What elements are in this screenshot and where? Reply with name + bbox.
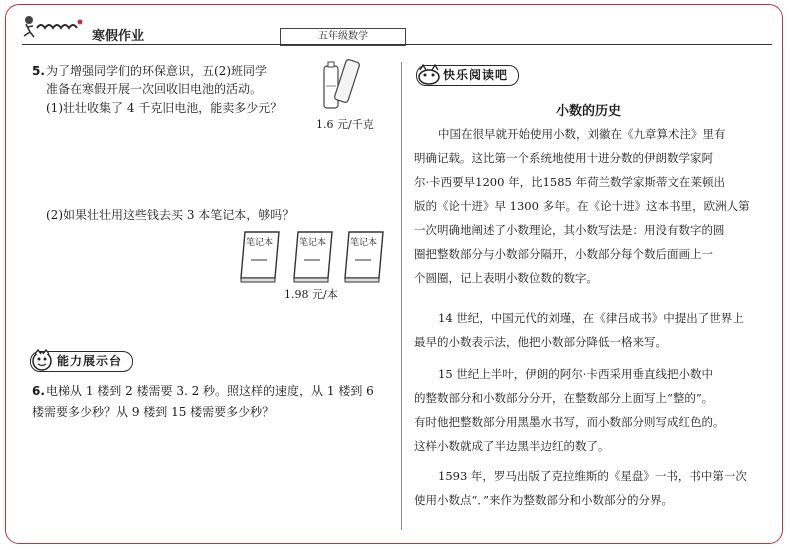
section-badge-reading xyxy=(416,65,519,86)
battery-price: 1.6 元/千克 xyxy=(316,118,374,131)
q6-line1: 电梯从 1 楼到 2 楼需要 3. 2 秒。照这样的速度，从 1 楼到 6 xyxy=(46,384,374,398)
battery-icon xyxy=(320,56,364,112)
article-paragraph-4 xyxy=(414,464,778,512)
notebook-label-1: 笔记本 xyxy=(246,238,274,248)
article-line: 14 世纪，中国元代的刘瑾，在《律吕成书》中提出了世界上 xyxy=(438,311,744,325)
article-line: 15 世纪上半叶，伊朗的阿尔·卡西采用垂直线把小数中 xyxy=(438,367,713,381)
article-paragraph-3 xyxy=(414,362,778,458)
article-line: 尔·卡西要早1200 年，比1585 年荷兰数学家斯蒂文在莱顿出 xyxy=(414,175,725,189)
article-line: 中国在很早就开始使用小数，刘徽在《九章算术注》里有 xyxy=(438,127,726,141)
article-line: 这样小数就成了半边黑半边红的数了。 xyxy=(414,439,610,453)
article-line: 使用小数点“．”来作为整数部分和小数部分的分界。 xyxy=(414,493,674,507)
notebook-price: 1.98 元/本 xyxy=(284,288,338,301)
q5-line2: 准备在寒假开展一次回收旧电池的活动。 xyxy=(46,82,263,96)
article-paragraph-2 xyxy=(414,306,778,354)
notebook-label-2: 笔记本 xyxy=(299,238,327,248)
article-paragraph-1 xyxy=(414,122,778,290)
article-line: 个圆圈，记上表明小数位数的数字。 xyxy=(414,271,598,285)
q5-line1: 为了增强同学们的环保意识，五(2)班同学 xyxy=(46,64,267,78)
q5-part2: (2)如果壮壮用这些钱去买 3 本笔记本，够吗？ xyxy=(46,208,295,222)
article-line: 有时他把整数部分用黑墨水书写，而小数部分则写成红色的。 xyxy=(414,415,725,429)
q5-number: 5. xyxy=(32,64,45,78)
notebook-label-3: 笔记本 xyxy=(350,238,378,248)
grade-label: 五年级数学 xyxy=(280,28,406,46)
article-line: 明确记载。这比第一个系统地使用十进分数的伊朗数学家阿 xyxy=(414,151,713,165)
q5-part1: (1)壮壮收集了 4 千克旧电池，能卖多少元？ xyxy=(46,101,283,115)
article-title: 小数的历史 xyxy=(556,104,622,119)
header-rule xyxy=(22,44,772,45)
section-badge-label: 快乐阅读吧 xyxy=(416,65,519,86)
article-line: 圈把整数部分与小数部分隔开，小数部分每个数后面画上一 xyxy=(414,247,713,261)
column-divider xyxy=(401,62,402,530)
article-line: 最早的小数表示法，他把小数部分降低一格来写。 xyxy=(414,335,667,349)
q6-number: 6. xyxy=(32,384,45,398)
article-line: 的整数部分和小数部分分开，在整数部分上面写上“整的”。 xyxy=(414,391,714,405)
mascot-icon xyxy=(416,62,442,86)
brand-title: 寒假作业 xyxy=(92,29,145,44)
section-badge-ability xyxy=(30,351,133,372)
section-badge-label: 能力展示台 xyxy=(30,351,133,372)
logo-icon xyxy=(20,14,86,38)
article-line: 版的《论十进》早 1300 多年。在《论十进》这本书里，欧洲人第 xyxy=(414,199,750,213)
article-line: 一次明确地阐述了小数理论，其小数写法是：用没有数字的圆 xyxy=(414,223,725,237)
article-line: 1593 年，罗马出版了克拉维斯的《星盘》一书，书中第一次 xyxy=(438,469,747,483)
mascot-icon xyxy=(30,348,54,372)
q6-line2: 楼需要多少秒？从 9 楼到 15 楼需要多少秒？ xyxy=(32,405,275,419)
